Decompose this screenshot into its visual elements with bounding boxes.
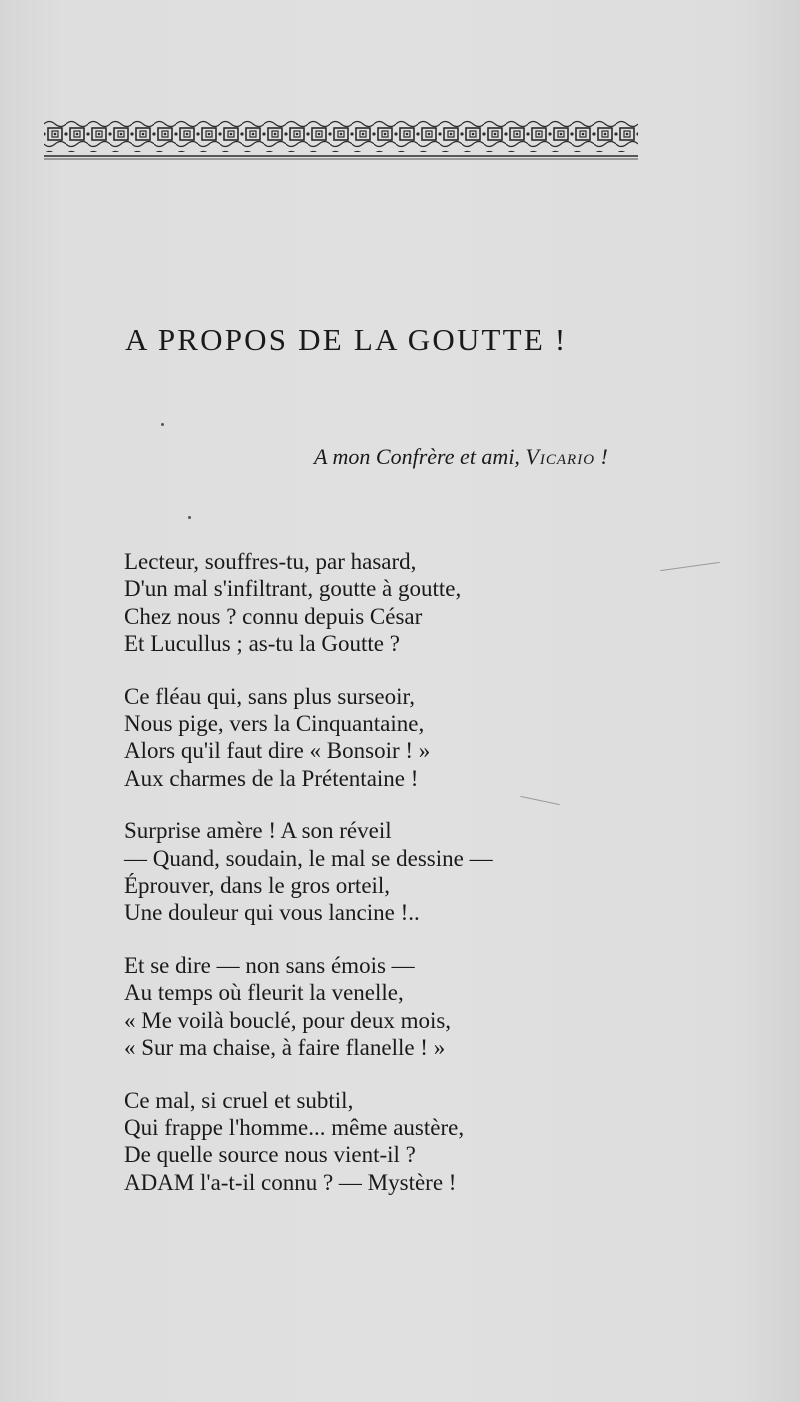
dedication-prefix: A mon Confrère et ami, [314, 444, 520, 469]
verse-line: Au temps où fleurit la venelle, [124, 980, 404, 1006]
decorative-header-band [44, 118, 638, 162]
dedication [314, 444, 608, 470]
verse-line: Chez nous ? connu depuis César [124, 603, 423, 629]
verse-line: Qui frappe l'homme... même austère, [124, 1114, 465, 1140]
stanza [124, 683, 493, 793]
verse-line: « Me voilà bouclé, pour deux mois, [124, 1007, 452, 1033]
stanza [124, 952, 493, 1062]
verse-line: — Quand, soudain, le mal se dessine — [124, 845, 493, 871]
verse-line: Et se dire — non sans émois — [124, 952, 415, 978]
verse-line: Éprouver, dans le gros orteil, [124, 873, 391, 899]
verse-line: Lecteur, souffres-tu, par hasard, [124, 549, 417, 574]
verse-line: Nous pige, vers la Cinquantaine, [124, 711, 425, 737]
paper-mark [520, 796, 559, 805]
verse-line: Une douleur qui vous lancine !.. [124, 900, 420, 926]
paper-mark [660, 562, 720, 571]
verse-line: D'un mal s'infiltrant, goutte à goutte, [124, 576, 462, 602]
stanza [124, 1087, 493, 1197]
stanza [124, 817, 493, 927]
verse-line: Ce fléau qui, sans plus surseoir, [124, 683, 416, 709]
poem-body [124, 548, 493, 1221]
print-speck [161, 423, 164, 426]
dedication-suffix: ! [600, 444, 608, 469]
dedication-name: Vicario [525, 444, 596, 469]
verse-line: Alors qu'il faut dire « Bonsoir ! » [124, 738, 431, 764]
stanza [124, 548, 493, 658]
verse-line: Aux charmes de la Prétentaine ! [124, 765, 419, 791]
verse-line: « Sur ma chaise, à faire flanelle ! » [124, 1035, 446, 1061]
poem-title: A PROPOS DE LA GOUTTE ! [125, 322, 568, 357]
verse-line: De quelle source nous vient-il ? [124, 1142, 416, 1168]
verse-line: Surprise amère ! A son réveil [124, 818, 392, 844]
print-speck [188, 516, 191, 519]
verse-line: Et Lucullus ; as-tu la Goutte ? [124, 631, 400, 657]
verse-line: Ce mal, si cruel et subtil, [124, 1087, 354, 1113]
verse-line: ADAM l'a-t-il connu ? — Mystère ! [124, 1169, 457, 1195]
